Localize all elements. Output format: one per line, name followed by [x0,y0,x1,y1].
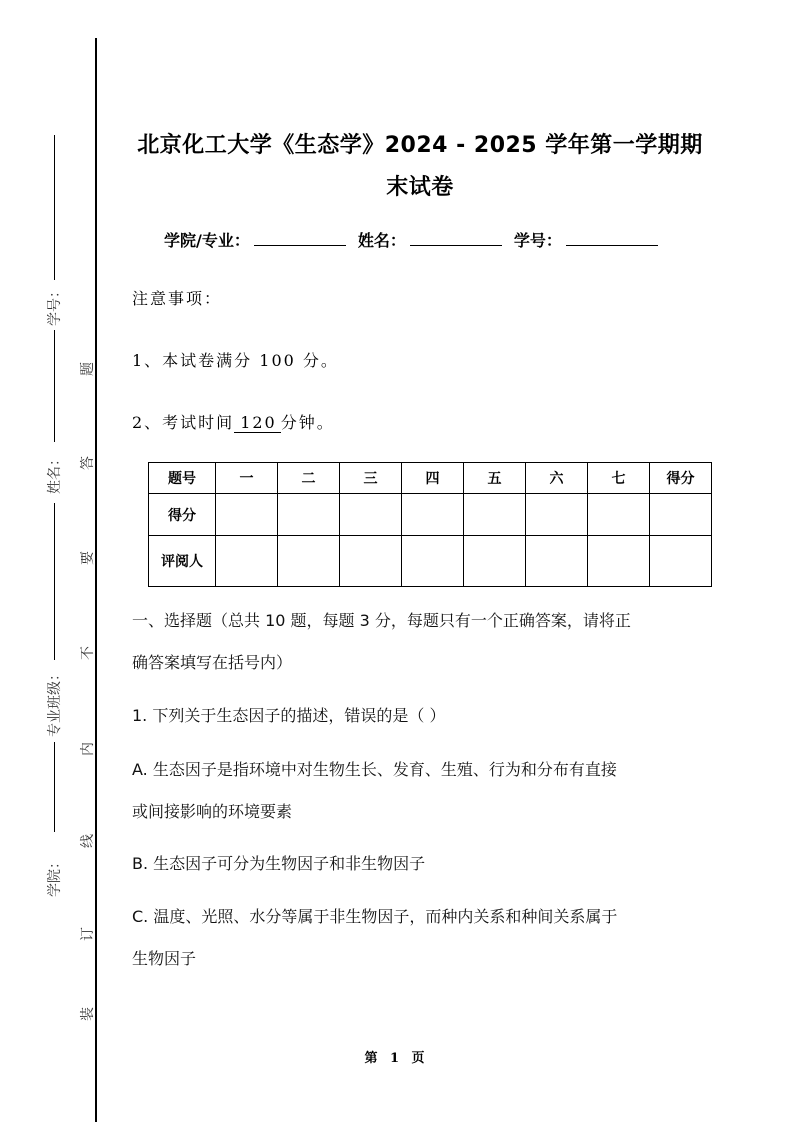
seal-char: 装 [80,1007,96,1021]
section-heading-line2: 确答案填写在括号内） [132,653,293,672]
notes-heading: 注意事项： [132,289,223,308]
name-field[interactable] [410,229,502,246]
binding-underline-segment [54,330,55,442]
note-item-2-prefix: 2、考试时间 [132,413,235,432]
seal-char: 订 [80,927,96,941]
score-cell[interactable] [588,494,650,536]
section-heading [132,600,712,684]
college-major-field[interactable] [254,229,346,246]
reviewer-cell[interactable] [340,536,402,587]
reviewer-cell[interactable] [402,536,464,587]
header-cell: 四 [402,463,464,494]
score-table [148,462,712,587]
section-heading-line1: 一、选择题（总共 10 题，每题 3 分，每题只有一个正确答案，请将正 [132,611,631,630]
name-label: 姓名： [357,231,406,250]
college-major-label: 学院/专业： [164,231,250,250]
option-a-line1: A. 生态因子是指环境中对生物生长、发育、生殖、行为和分布有直接 [132,760,617,779]
student-info-row [164,228,670,251]
student-id-field[interactable] [566,229,658,246]
binding-label-name: 姓名： [47,452,63,494]
score-row [149,494,712,536]
seal-char: 不 [80,646,96,660]
score-cell[interactable] [650,494,712,536]
binding-line [95,38,97,1122]
seal-char: 答 [80,456,96,470]
exam-duration-value: 120 [234,413,281,433]
question-1-option-b: B. 生态因子可分为生物因子和非生物因子 [132,854,426,873]
reviewer-row [149,536,712,587]
binding-underline-segment [54,742,55,832]
score-cell[interactable] [278,494,340,536]
reviewer-cell[interactable] [650,536,712,587]
header-cell: 得分 [650,463,712,494]
header-cell: 题号 [149,463,216,494]
score-table-header-row [149,463,712,494]
seal-char: 要 [80,551,96,565]
score-cell[interactable] [340,494,402,536]
header-cell: 五 [464,463,526,494]
reviewer-cell[interactable] [588,536,650,587]
binding-underline-segment [54,135,55,280]
exam-title-line2: 末试卷 [386,175,454,200]
binding-label-student-id: 学号： [47,284,63,326]
header-cell: 一 [216,463,278,494]
student-id-label: 学号： [513,231,562,250]
reviewer-cell[interactable] [278,536,340,587]
reviewer-cell[interactable] [216,536,278,587]
option-c-line2: 生物因子 [132,949,197,968]
score-cell[interactable] [526,494,588,536]
seal-char: 题 [80,362,96,376]
note-item-2 [132,410,335,433]
binding-underline-segment [54,503,55,660]
header-cell: 六 [526,463,588,494]
header-cell: 二 [278,463,340,494]
header-cell: 三 [340,463,402,494]
row-label: 得分 [149,494,216,536]
question-1-option-c [132,896,712,980]
option-c-line1: C. 温度、光照、水分等属于非生物因子，而种内关系和种间关系属于 [132,907,618,926]
note-item-1: 1、本试卷满分 100 分。 [132,351,339,370]
note-item-2-suffix: 分钟。 [280,413,335,432]
reviewer-cell[interactable] [526,536,588,587]
score-cell[interactable] [402,494,464,536]
seal-char: 内 [80,742,96,756]
exam-title-line1: 北京化工大学《生态学》2024 - 2025 学年第一学期期 [137,133,703,158]
reviewer-cell[interactable] [464,536,526,587]
binding-label-college: 学院： [47,855,63,897]
score-cell[interactable] [216,494,278,536]
row-label: 评阅人 [149,536,216,587]
header-cell: 七 [588,463,650,494]
score-cell[interactable] [464,494,526,536]
option-a-line2: 或间接影响的环境要素 [132,802,293,821]
question-1-option-a [132,749,712,833]
page-number: 第 1 页 [364,1051,429,1066]
seal-char: 线 [80,834,96,848]
binding-label-class: 专业班级： [47,667,63,737]
question-1-stem: 1. 下列关于生态因子的描述，错误的是（ ） [132,706,446,725]
